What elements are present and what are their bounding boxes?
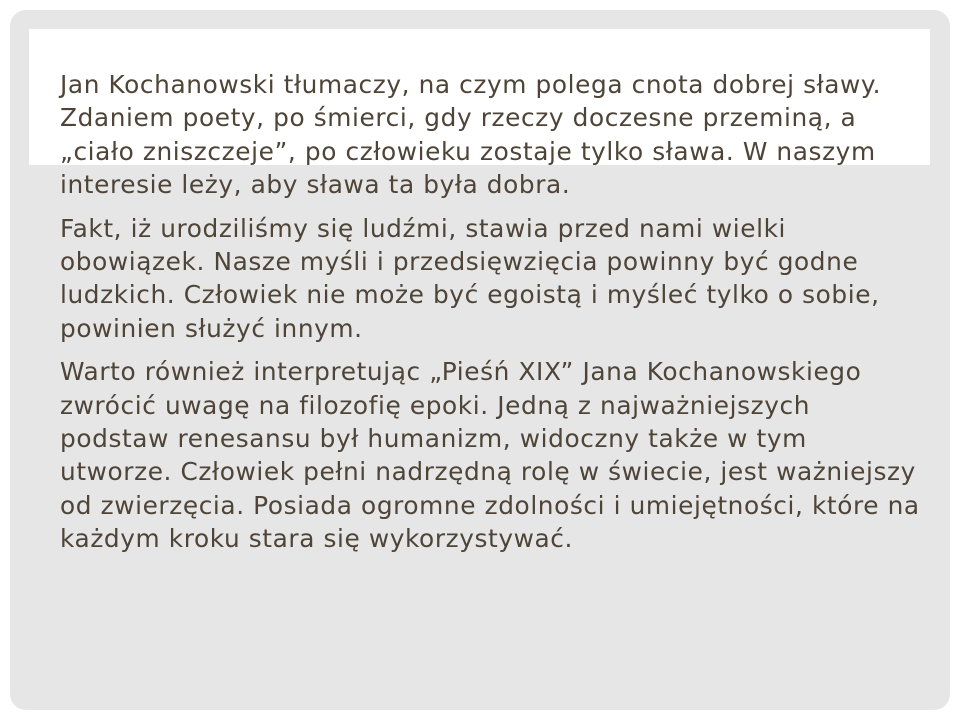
paragraph-2: Fakt, iż urodziliśmy się ludźmi, stawia przed nami wielki obowiązek. Nasze myśli i przedsięwzięcia powinny być godne ludzkich. Człowiek nie może być egoistą i myśleć tylko o sobie, powinien służyć innym. <box>60 213 880 343</box>
paragraph-1: Jan Kochanowski tłumaczy, na czym polega cnota dobrej sławy. Zdaniem poety, po śmierci, gdy rzeczy doczesne przeminą, a „ciało zniszczeje”, po człowieku zostaje tylko sława. W naszym interesie leży, aby sława ta była dobra. <box>60 70 882 199</box>
slide-body-text <box>60 68 922 566</box>
paragraph-3: Warto również interpretując „Pieśń XIX” Jana Kochanowskiego zwrócić uwagę na filozofię epoki. Jedną z najważniejszych podstaw renesansu był humanizm, widoczny także w tym utworze. Człowiek pełni nadrzędną rolę w świecie, jest ważniejszy od zwierzęcia. Posiada ogromne zdolności i umiejętności, które na każdym kroku stara się wykorzystywać. <box>60 357 920 553</box>
